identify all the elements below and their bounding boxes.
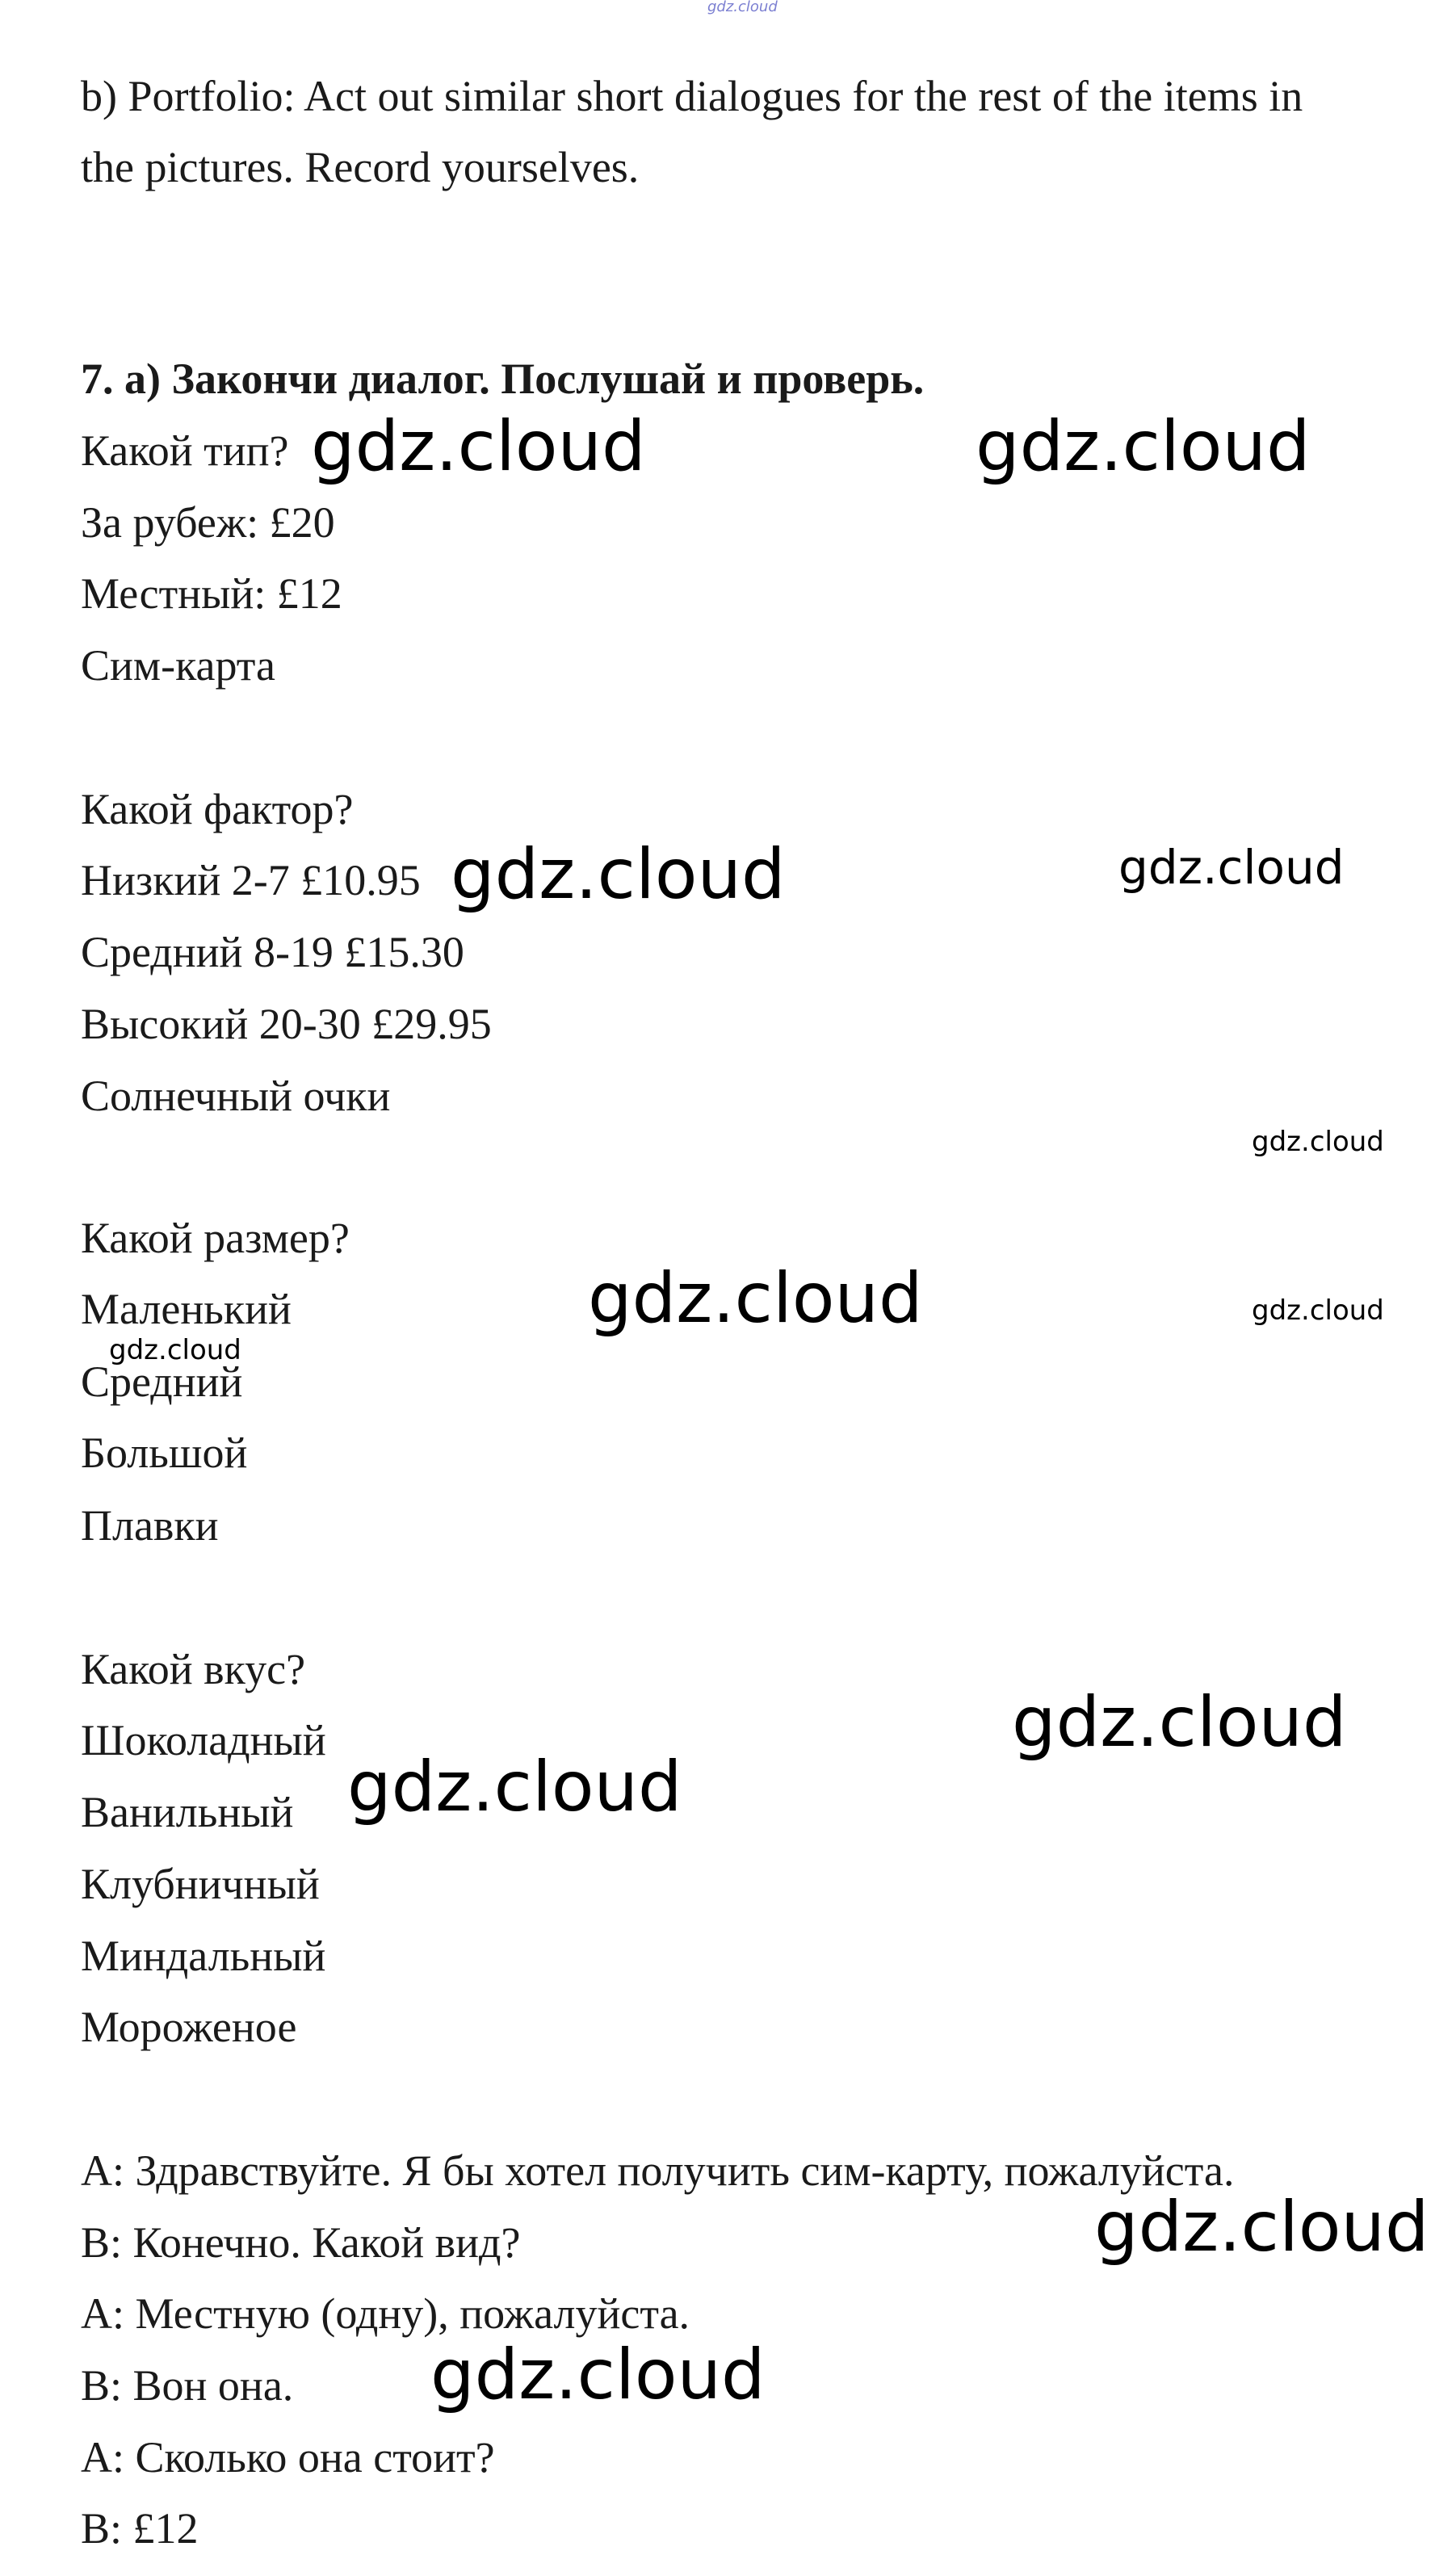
- sim-question: Какой тип?: [81, 426, 289, 475]
- watermark: gdz.cloud: [311, 406, 646, 487]
- watermark: gdz.cloud: [430, 2335, 766, 2415]
- trunks-item: Плавки: [81, 1501, 219, 1550]
- dialogue-line-4: B: Вон она.: [81, 2361, 294, 2410]
- dialogue-line-5: A: Сколько она стоит?: [81, 2433, 495, 2482]
- watermark: gdz.cloud: [347, 1747, 682, 1827]
- watermark: gdz.cloud: [588, 1258, 923, 1339]
- dialogue-line-2: B: Конечно. Какой вид?: [81, 2218, 521, 2267]
- watermark: gdz.cloud: [1252, 1294, 1384, 1327]
- icecream-question: Какой вкус?: [81, 1645, 306, 1693]
- task-heading: 7. a) Закончи диалог. Послушай и проверь.: [81, 355, 925, 403]
- icecream-option-3: Клубничный: [81, 1860, 320, 1908]
- watermark: gdz.cloud: [1252, 1126, 1384, 1158]
- dialogue-line-3: A: Местную (одну), пожалуйста.: [81, 2289, 690, 2338]
- trunks-option-2: Средний: [81, 1357, 243, 1406]
- sim-option-2: Местный: £12: [81, 569, 342, 618]
- icecream-option-2: Ванильный: [81, 1788, 294, 1836]
- watermark: gdz.cloud: [109, 1334, 241, 1366]
- watermark: gdz.cloud: [1094, 2187, 1429, 2268]
- icecream-option-1: Шоколадный: [81, 1716, 326, 1764]
- sunglasses-option-1: Низкий 2-7 £10.95: [81, 856, 421, 904]
- intro-line-1: b) Portfolio: Act out similar short dialogues for the rest of the items in: [81, 72, 1303, 120]
- icecream-item: Мороженое: [81, 2003, 297, 2051]
- sunglasses-option-3: Высокий 20-30 £29.95: [81, 1000, 492, 1048]
- watermark: gdz.cloud: [976, 406, 1311, 487]
- trunks-option-3: Большой: [81, 1429, 248, 1477]
- sunglasses-question: Какой фактор?: [81, 785, 354, 833]
- dialogue-line-6: B: £12: [81, 2504, 199, 2553]
- icecream-option-4: Миндальный: [81, 1932, 326, 1980]
- watermark: gdz.cloud: [1012, 1682, 1347, 1763]
- sunglasses-item: Солнечный очки: [81, 1072, 391, 1120]
- sim-option-1: За рубеж: £20: [81, 498, 335, 547]
- watermark: gdz.cloud: [1118, 840, 1345, 895]
- sim-item: Сим-карта: [81, 641, 275, 690]
- watermark: gdz.cloud: [451, 834, 786, 915]
- header-watermark: gdz.cloud: [707, 0, 778, 15]
- intro-line-2: the pictures. Record yourselves.: [81, 143, 640, 191]
- trunks-option-1: Маленький: [81, 1285, 292, 1333]
- dialogue-line-1: A: Здравствуйте. Я бы хотел получить сим-карту, пожалуйста.: [81, 2146, 1235, 2195]
- sunglasses-option-2: Средний 8-19 £15.30: [81, 928, 464, 976]
- trunks-question: Какой размер?: [81, 1214, 350, 1262]
